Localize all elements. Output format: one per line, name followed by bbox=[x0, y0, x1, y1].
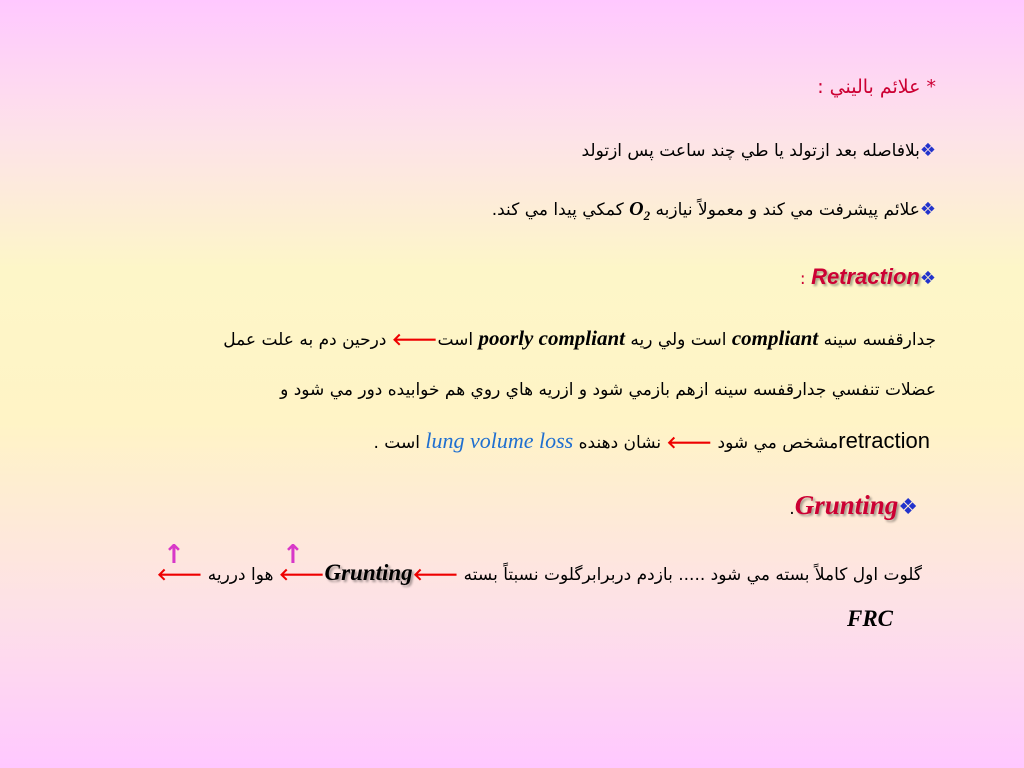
bullet-text-part2: كمكي پيدا مي كند. bbox=[491, 200, 630, 220]
frc-text: FRC bbox=[847, 606, 894, 631]
heading-text: * علائم باليني : bbox=[817, 76, 936, 98]
bullet-text-part1: علائم پيشرفت مي كند و معمولاً نيازبه bbox=[650, 200, 920, 220]
p2-text: عضلات تنفسي جدارقفسه سينه ازهم بازمي شود و ازريه هاي روي هم خوابيده دور مي شود و bbox=[280, 380, 936, 400]
arrow-left-icon: 🡐 bbox=[156, 565, 203, 585]
retraction-paragraph-line-2 bbox=[280, 380, 936, 400]
frc-label bbox=[847, 606, 893, 632]
bullet-immediate-onset bbox=[581, 140, 936, 161]
grunting-dot: . bbox=[789, 499, 795, 519]
p1-text-a: جدارقفسه سينه bbox=[818, 330, 936, 350]
arrow-up-icon: ↑ bbox=[163, 540, 185, 570]
retraction-colon: : bbox=[799, 269, 812, 289]
diamond-bullet-icon: ❖ bbox=[898, 495, 918, 520]
retraction-paragraph-line-1 bbox=[223, 326, 936, 351]
oxygen-formula bbox=[629, 198, 651, 223]
grunting-text-b: هوا درريه bbox=[202, 565, 279, 585]
p3-text-a: مشخص مي شود bbox=[712, 433, 839, 453]
oxygen-subscript: 2 bbox=[643, 208, 651, 223]
grunting-description bbox=[157, 560, 922, 586]
grunting-section-title bbox=[789, 490, 918, 521]
retraction-title: Retraction bbox=[811, 264, 920, 289]
oxygen-letter: O bbox=[629, 198, 644, 220]
grunting-term: Grunting bbox=[324, 560, 413, 585]
compliant-term: compliant bbox=[731, 326, 819, 350]
bullet-text: بلافاصله بعد ازتولد يا طي چند ساعت پس ازتولد bbox=[581, 141, 920, 161]
grunting-text-a: گلوت اول كاملاً بسته مي شود ..... بازدم دربرابرگلوت نسبتاً بسته bbox=[458, 565, 922, 585]
diamond-bullet-icon: ❖ bbox=[919, 140, 936, 161]
retraction-term: retraction bbox=[838, 428, 930, 453]
diamond-bullet-icon: ❖ bbox=[919, 268, 936, 289]
arrow-left-icon: 🡐 bbox=[391, 330, 438, 350]
arrow-up-icon: ↑ bbox=[282, 540, 304, 570]
arrow-left-icon: 🡐 bbox=[278, 565, 325, 585]
arrow-left-icon: 🡐 bbox=[412, 565, 459, 585]
grunting-title: Grunting bbox=[794, 490, 899, 520]
diamond-bullet-icon: ❖ bbox=[919, 199, 936, 220]
lung-volume-loss-term: lung volume loss bbox=[425, 428, 574, 453]
retraction-paragraph-line-3 bbox=[373, 428, 930, 454]
p3-text-b: نشان دهنده bbox=[573, 433, 667, 453]
section-heading bbox=[817, 76, 936, 98]
retraction-section-title bbox=[800, 264, 936, 290]
poorly-compliant-term: poorly compliant bbox=[478, 326, 625, 350]
bullet-progressive-signs bbox=[492, 198, 936, 224]
p1-text-d: درحين دم به علت عمل bbox=[223, 330, 392, 350]
arrow-left-icon: 🡐 bbox=[666, 433, 713, 453]
p3-text-c: است . bbox=[373, 433, 426, 453]
p1-text-b: است ولي ريه bbox=[624, 330, 732, 350]
p1-text-c: است bbox=[437, 330, 479, 350]
